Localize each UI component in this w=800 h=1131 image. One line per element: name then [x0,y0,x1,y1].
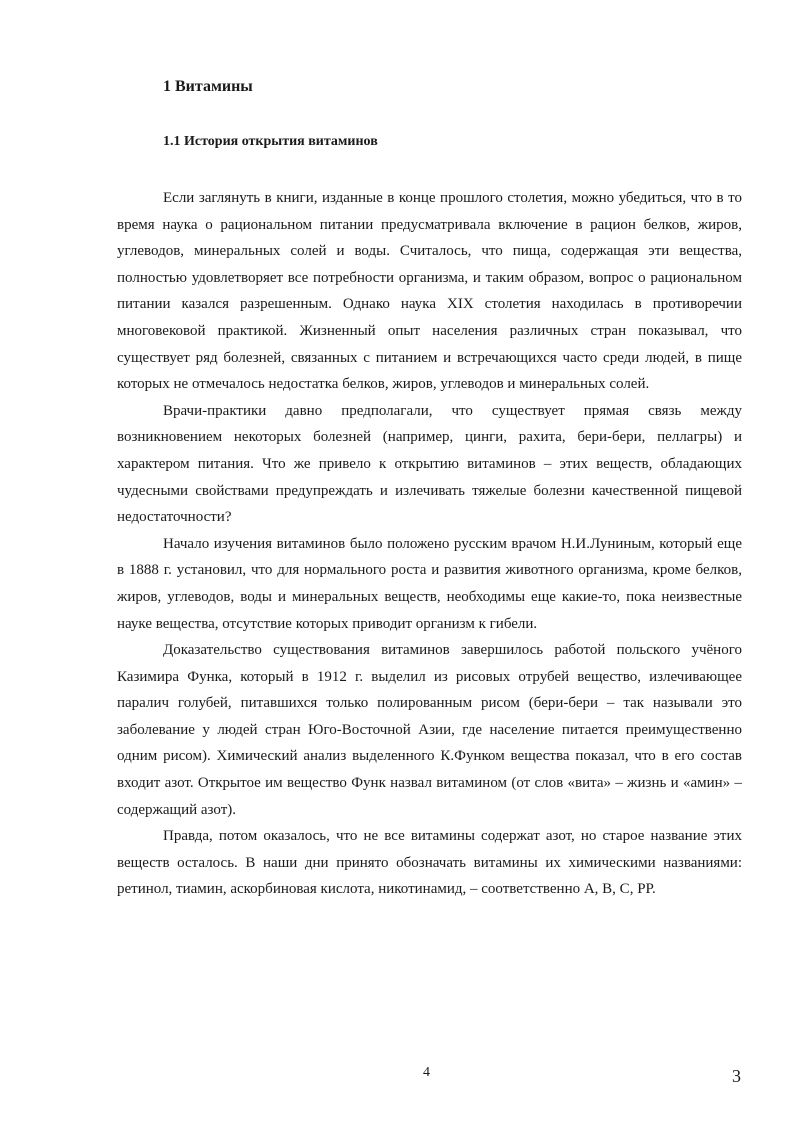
section-title: 1.1 История открытия витаминов [163,134,378,149]
sheet-number: 3 [732,1066,741,1086]
page-content [117,76,742,903]
paragraph-2: Врачи-практики давно предполагали, что существует прямая связь между возникновением некоторых болезней (например, цинги, рахита, бери-бери, пеллагры) и характером питания. Что же привело к открытию витаминов – этих веществ, обладающих чудесными свойствами предупреждать и излечивать тяжелые болезни качественной пищевой недостаточности? [117,402,742,526]
paragraph-4: Доказательство существования витаминов завершилось работой польского учёного Казимира Функа, который в 1912 г. выделил из рисовых отрубей вещество, излечивающее паралич голубей, питавшихся только полированным рисом (бери-бери – так называли это заболевание у людей стран Юго-Восточной Азии, где население питается преимущественно одним рисом). Химический анализ выделенного К.Функом вещества показал, что в его состав входит азот. Открытое им вещество Функ назвал витамином (от слов «вита» – жизнь и «амин» – содержащий азот). [117,642,742,818]
paragraph-3: Начало изучения витаминов было положено русским врачом Н.И.Луниным, который еще в 1888 г. установил, что для нормального роста и развития животного организма, кроме белков, жиров, углеводов, воды и минеральных веществ, необходимы еще какие-то, пока неизвестные науке вещества, отсутствие которых приводит организм к гибели. [117,535,742,632]
page-number: 4 [423,1065,430,1080]
paragraph-1: Если заглянуть в книги, изданные в конце прошлого столетия, можно убедиться, что в то время наука о рациональном питании предусматривала включение в рацион белков, жиров, углеводов, минеральных солей и воды. Считалось, что пища, содержащая эти вещества, полностью удовлетворяет все потребности организма, и таким образом, вопрос о рациональном питании казался разрешенным. Однако наука XIX столетия находилась в противоречии многовековой практикой. Жизненный опыт населения различных стран показывал, что существует ряд болезней, связанных с питанием и встречающихся часто среди людей, в пище которых не отмечалось недостатка белков, жиров, углеводов и минеральных солей. [117,190,742,393]
paragraph-5: Правда, потом оказалось, что не все витамины содержат азот, но старое название этих веществ осталось. В наши дни принято обозначать витамины их химическими названиями: ретинол, тиамин, аскорбиновая кислота, никотинамид, – соответственно А, В, С, РР. [117,828,742,898]
chapter-title: 1 Витамины [163,78,253,95]
body-text [117,185,742,903]
